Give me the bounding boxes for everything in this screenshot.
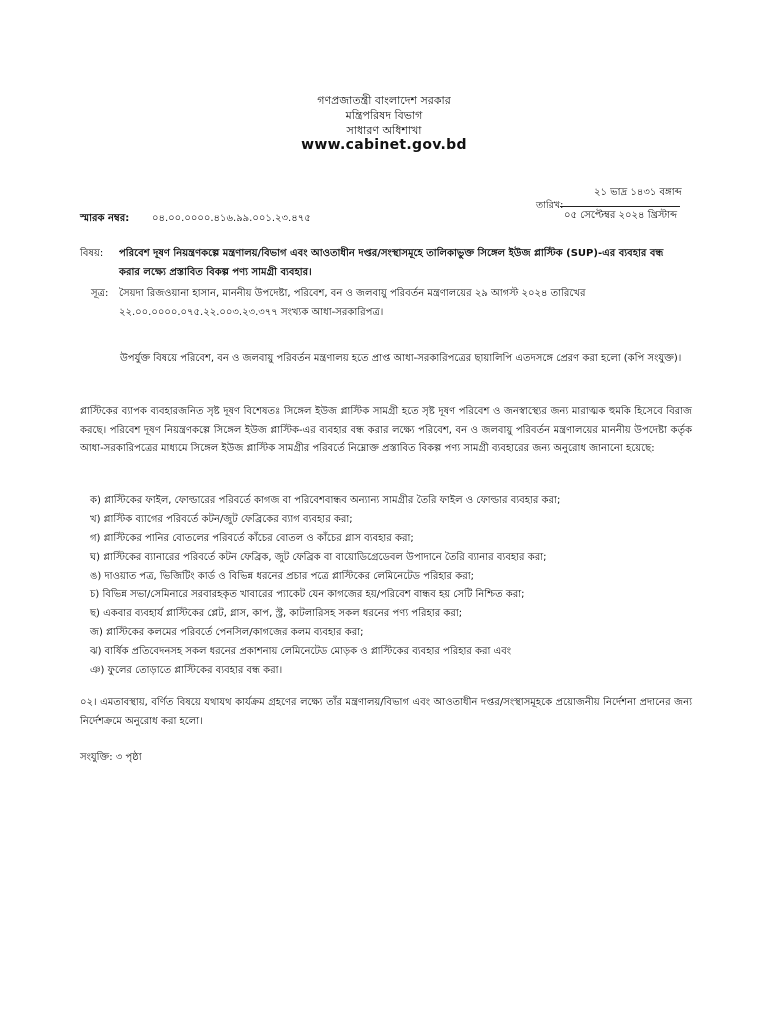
header-website: www.cabinet.gov.bd: [301, 137, 467, 153]
memo-number: ০৪.০০.০০০০.৪১৬.৯৯.০০১.২৩.৪৭৫: [152, 213, 311, 224]
header-division: মন্ত্রিপরিষদ বিভাগ: [345, 109, 423, 122]
subject-line-2: করার লক্ষ্যে প্রস্তাবিত বিকল্প পণ্য সামগ্রী ব্যবহার।: [119, 267, 312, 278]
alternatives-list: [90, 492, 560, 681]
list-item: ঝ) বার্ষিক প্রতিবেদনসহ সকল ধরনের প্রকাশনায় লেমিনেটেড মোড়ক ও প্লাস্টিকের ব্যবহার পরিহার করা এবং: [90, 646, 512, 658]
reference-label: সূত্র:: [91, 288, 109, 299]
attachment-note: সংযুক্তি: ৩ পৃষ্ঠা: [80, 752, 142, 763]
header-government: গণপ্রজাতন্ত্রী বাংলাদেশ সরকার: [317, 94, 451, 107]
subject-label: বিষয়:: [80, 248, 104, 259]
subject-line-1: পরিবেশ দূষণ নিয়ন্ত্রণকল্পে মন্ত্রণালয়/বিভাগ এবং আওতাধীন দপ্তর/সংস্থাসমূহে তালিকাভুক্ত সিঙ্গেল ইউজ প্লাস্টিক (SUP)-এর ব্যবহার বন্ধ: [119, 248, 664, 259]
reference-line-1: সৈয়দা রিজওয়ানা হাসান, মাননীয় উপদেষ্টা, পরিবেশ, বন ও জলবায়ু পরিবর্তন মন্ত্রণালয়ের ২৯ আগস্ট ২০২৪ তারিখের: [119, 288, 586, 299]
memo-label: স্মারক নম্বর:: [80, 213, 130, 224]
date-divider: [560, 206, 680, 207]
list-item: ছ) একবার ব্যবহার্য প্লাস্টিকের প্লেট, গ্লাস, কাপ, স্ট্র, কাটলারিসহ সকল ধরনের পণ্য পরিহার করা;: [90, 608, 463, 620]
list-item: ঘ) প্লাস্টিকের ব্যানারের পরিবর্তে কটন ফেব্রিক, জুট ফেব্রিক বা বায়োডিগ্রেডেবল উপাদানে তৈরি ব্যানার ব্যবহার করা;: [90, 551, 547, 563]
body-paragraph-3: ০২। এমতাবস্থায়, বর্ণিত বিষয়ে যথাযথ কার্যক্রম গ্রহণের লক্ষ্যে তাঁর মন্ত্রণালয়/বিভাগ এবং আওতাধীন দপ্তর/সংস্থাসমূহকে প্রয়োজনীয় নির্দেশনা প্রদানের জন্য নির্দেশক্রমে অনুরোধ করা হলো।: [80, 697, 692, 727]
list-item: ঙ) দাওয়াত পত্র, ভিজিটিং কার্ড ও বিভিন্ন ধরনের প্রচার পত্রে প্লাস্টিকের লেমিনেটেড পরিহার করা;: [90, 570, 474, 582]
list-item: চ) বিভিন্ন সভা/সেমিনারে সরবারহকৃত খাবারের প্যাকেট যেন কাগজের হয়/পরিবেশ বান্ধব হয় সেটি নিশ্চিত করা;: [90, 589, 525, 601]
list-item: ঞ) ফুলের তোড়াতে প্লাস্টিকের ব্যবহার বন্ধ করা।: [90, 665, 283, 677]
header-section: সাধারণ অধিশাখা: [346, 124, 422, 137]
list-item: জ) প্লাস্টিকের কলমের পরিবর্তে পেনসিল/কাগজের কলম ব্যবহার করা;: [90, 627, 364, 639]
list-item: গ) প্লাস্টিকের পানির বোতলের পরিবর্তে কাঁচের বোতল ও কাঁচের গ্লাস ব্যবহার করা;: [90, 532, 414, 544]
list-item: খ) প্লাস্টিক ব্যাগের পরিবর্তে কটন/জুট ফেব্রিকের ব্যাগ ব্যবহার করা;: [90, 513, 353, 525]
date-bangla: ২১ ভাদ্র ১৪৩১ বঙ্গাব্দ: [594, 187, 682, 198]
body-paragraph-2: প্লাস্টিকের ব্যাপক ব্যবহারজনিত সৃষ্ট দূষণ বিশেষতঃ সিঙ্গেল ইউজ প্লাস্টিক সামগ্রী হতে সৃষ্ট দূষণ পরিবেশ ও জনস্বাস্থ্যের জন্য মারাত্মক হুমকি হিসেবে বিরাজ করছে। পরিবেশ দূষণ নিয়ন্ত্রণকল্পে সিঙ্গেল ইউজ প্লাস্টিক-এর ব্যবহার বন্ধ করার লক্ষ্যে পরিবেশ, বন ও জলবায়ু পরিবর্তন মন্ত্রণালয়ের মাননীয় উপদেষ্টা কর্তৃক আধা-সরকারিপত্রের মাধ্যমে সিঙ্গেল ইউজ প্লাস্টিক সামগ্রীর পরিবর্তে নিম্নোক্ত প্রস্তাবিত বিকল্প পণ্য সামগ্রী ব্যবহারের জন্য অনুরোধ জানানো হয়েছে:: [80, 406, 692, 454]
body-paragraph-1: উপর্যুক্ত বিষয়ে পরিবেশ, বন ও জলবায়ু পরিবর্তন মন্ত্রণালয় হতে প্রাপ্ত আধা-সরকারিপত্রের ছায়ালিপি এতদসঙ্গে প্রেরণ করা হলো (কপি সংযুক্ত)।: [120, 353, 682, 364]
date-label: তারিখ:: [536, 200, 564, 211]
list-item: ক) প্লাস্টিকের ফাইল, ফোল্ডারের পরিবর্তে কাগজ বা পরিবেশবান্ধব অন্যান্য সামগ্রীর তৈরি ফাইল ও ফোল্ডার ব্যবহার করা;: [90, 495, 561, 506]
date-gregorian: ০৫ সেপ্টেম্বর ২০২৪ খ্রিস্টাব্দ: [564, 210, 678, 221]
reference-line-2: ২২.০০.০০০০.০৭৫.২২.০০৩.২৩.৩৭৭ সংখ্যক আধা-সরকারিপত্র।: [119, 307, 384, 318]
